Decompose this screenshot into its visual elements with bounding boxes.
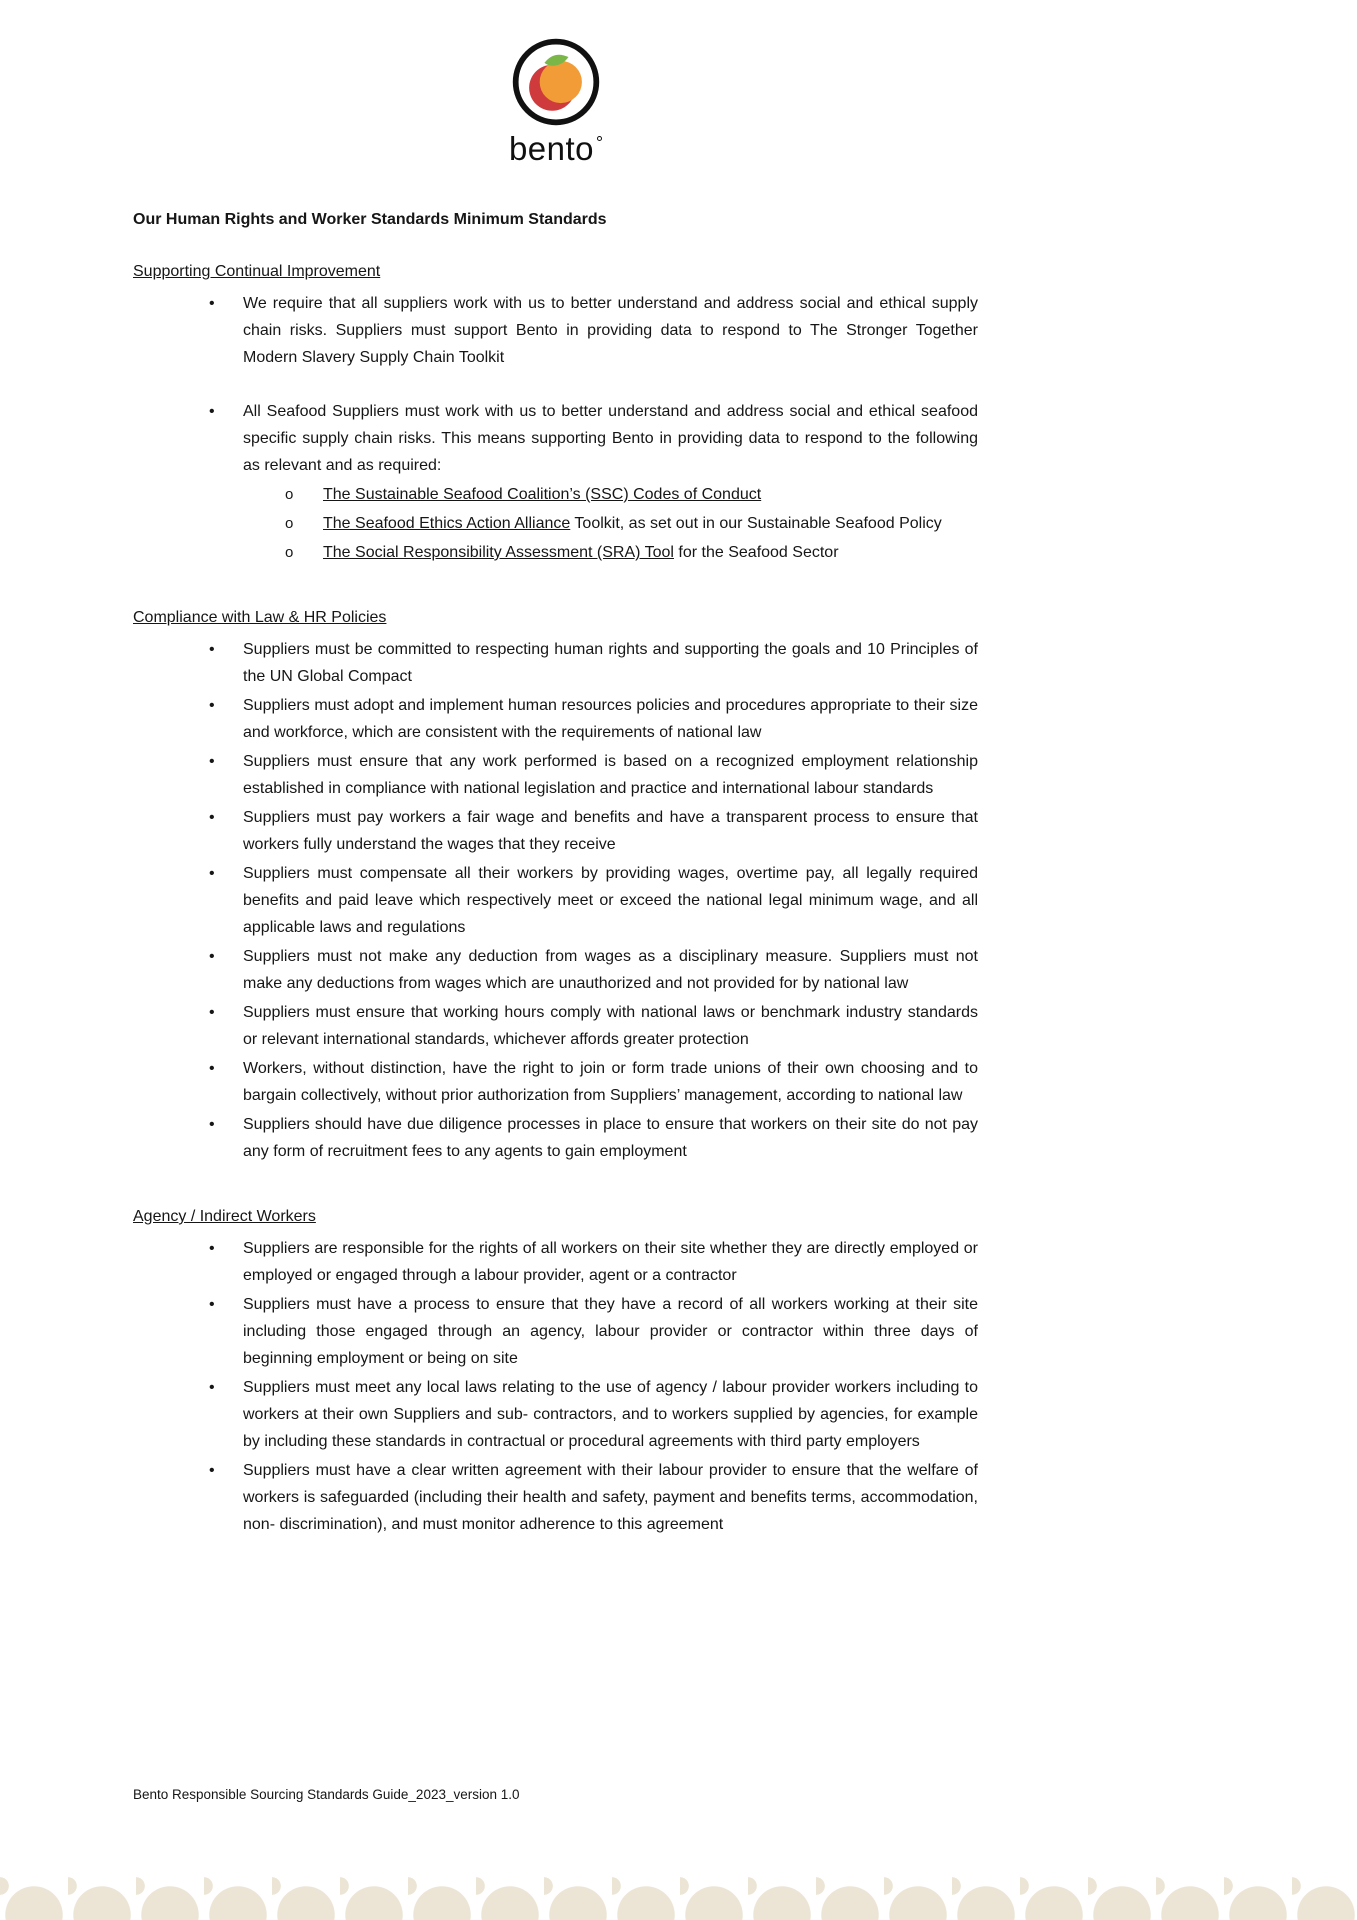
- text-run: Workers, without distinction, have the right to join or form trade unions of their own choosing and to bargain collectively, without prior authorization from Suppliers’ management, according to national law: [243, 1060, 978, 1104]
- bullet-item: [133, 539, 978, 566]
- scallop-border-decoration: [0, 1840, 1357, 1920]
- bullet-text: [323, 539, 978, 566]
- bullet-marker: •: [209, 1296, 215, 1313]
- document-body: [133, 34, 978, 1540]
- bullet-marker: •: [209, 641, 215, 658]
- text-run: Suppliers must compensate all their workers by providing wages, overtime pay, all legally required benefits and paid leave which respectively meet or exceed the national legal minimum wage, and all applicable laws and regulations: [243, 865, 978, 936]
- text-run: Suppliers must have a process to ensure that they have a record of all workers working at their site including those engaged through an agency, labour provider or contractor within three days of beginning employment or being on site: [243, 1296, 978, 1367]
- bullet-marker: •: [209, 948, 215, 965]
- page-title: Our Human Rights and Worker Standards Minimum Standards: [133, 211, 607, 228]
- bullet-item: [133, 290, 978, 371]
- bullet-item: [133, 636, 978, 690]
- bullet-marker: •: [209, 809, 215, 826]
- bullet-item: [133, 943, 978, 997]
- bullet-text: [243, 748, 978, 802]
- bullet-list: [133, 290, 978, 566]
- document-footer: Bento Responsible Sourcing Standards Guide_2023_version 1.0: [133, 1787, 520, 1802]
- document-link[interactable]: The Sustainable Seafood Coalition’s (SSC) Codes of Conduct: [323, 486, 762, 503]
- bullet-text: [243, 1111, 978, 1165]
- text-run: Suppliers must ensure that working hours comply with national laws or benchmark industry standards or relevant international standards, whichever affords greater protection: [243, 1004, 978, 1048]
- bullet-item: [133, 1291, 978, 1372]
- bullet-item: [133, 1111, 978, 1165]
- document-link[interactable]: The Social Responsibility Assessment (SRA) Tool: [323, 544, 674, 561]
- bullet-marker: •: [209, 1462, 215, 1479]
- section: [133, 604, 978, 1165]
- bullet-item: [133, 692, 978, 746]
- bullet-marker: •: [209, 1379, 215, 1396]
- bullet-item: [133, 510, 978, 537]
- bullet-text: [243, 804, 978, 858]
- bullet-text: [243, 943, 978, 997]
- logo-block: [133, 34, 978, 166]
- bullet-text: [243, 636, 978, 690]
- bullet-item: [133, 804, 978, 858]
- text-run: Suppliers must pay workers a fair wage and benefits and have a transparent process to ensure that workers fully understand the wages that they receive: [243, 809, 978, 853]
- bullet-marker: •: [209, 1004, 215, 1021]
- bullet-text: [323, 510, 978, 537]
- text-run: Suppliers should have due diligence processes in place to ensure that workers on their site do not pay any form of recruitment fees to any agents to gain employment: [243, 1116, 978, 1160]
- bullet-item: [133, 748, 978, 802]
- section-heading: Supporting Continual Improvement: [133, 263, 381, 280]
- text-run: Suppliers must ensure that any work performed is based on a recognized employment relationship established in compliance with national legislation and practice and international labour standards: [243, 753, 978, 797]
- bullet-text: [243, 1457, 978, 1538]
- bullet-text: [243, 290, 978, 371]
- bullet-marker: •: [209, 865, 215, 882]
- text-run: Suppliers must not make any deduction from wages as a disciplinary measure. Suppliers must not make any deductions from wages which are unauthorized and not provided for by national law: [243, 948, 978, 992]
- bullet-text: [243, 1374, 978, 1455]
- text-run: Suppliers must adopt and implement human resources policies and procedures appropriate to their size and workforce, which are consistent with the requirements of national law: [243, 697, 978, 741]
- text-run: Suppliers must meet any local laws relating to the use of agency / labour provider workers including to workers at their own Suppliers and sub- contractors, and to workers supplied by agencies, for example by including these standards in contractual or procedural agreements with third party employers: [243, 1379, 978, 1450]
- logo-orange-blob: [539, 61, 581, 103]
- text-run: for the Seafood Sector: [673, 544, 839, 561]
- text-run: We require that all suppliers work with us to better understand and address social and ethical supply chain risks. Suppliers must support Bento in providing data to respond to The Stronger Together Modern Slavery Supply Chain Toolkit: [243, 295, 978, 366]
- bullet-list: [133, 1235, 978, 1538]
- bullet-marker: •: [209, 295, 215, 312]
- bullet-item: [133, 1457, 978, 1538]
- bullet-marker: •: [209, 403, 215, 420]
- bento-wordmark: [509, 132, 602, 166]
- bullet-list: [133, 636, 978, 1165]
- bullet-text: [323, 481, 978, 508]
- sub-bullet-marker: o: [285, 544, 294, 561]
- bullet-item: [133, 398, 978, 479]
- bullet-text: [243, 1055, 978, 1109]
- bullet-text: [243, 1291, 978, 1372]
- bullet-marker: •: [209, 1060, 215, 1077]
- bullet-item: [133, 999, 978, 1053]
- section: [133, 258, 978, 566]
- text-run: Suppliers are responsible for the rights of all workers on their site whether they are directly employed or employed or engaged through a labour provider, agent or a contractor: [243, 1240, 978, 1284]
- sub-bullet-marker: o: [285, 515, 294, 532]
- section: [133, 1203, 978, 1538]
- document-link[interactable]: The Seafood Ethics Action Alliance: [323, 515, 571, 532]
- bullet-text: [243, 398, 978, 479]
- bullet-marker: •: [209, 1116, 215, 1133]
- bullet-text: [243, 999, 978, 1053]
- bento-wordmark-text: bento: [508, 130, 595, 167]
- bullet-marker: •: [209, 697, 215, 714]
- text-run: Suppliers must have a clear written agreement with their labour provider to ensure that the welfare of workers is safeguarded (including their health and safety, payment and benefits terms, accommodation, non- discrimination), and must monitor adherence to this agreement: [243, 1462, 978, 1533]
- section-heading: Compliance with Law & HR Policies: [133, 609, 387, 626]
- section-heading: Agency / Indirect Workers: [133, 1208, 316, 1225]
- bullet-item: [133, 481, 978, 508]
- bullet-item: [133, 1374, 978, 1455]
- bullet-text: [243, 860, 978, 941]
- bullet-item: [133, 1235, 978, 1289]
- bullet-item: [133, 1055, 978, 1109]
- text-run: Toolkit, as set out in our Sustainable Seafood Policy: [570, 515, 942, 532]
- sections: [133, 258, 978, 1538]
- bullet-text: [243, 1235, 978, 1289]
- trademark-icon: [597, 136, 602, 141]
- bullet-marker: •: [209, 1240, 215, 1257]
- text-run: Suppliers must be committed to respecting human rights and supporting the goals and 10 Principles of the UN Global Compact: [243, 641, 978, 685]
- sub-bullet-marker: o: [285, 486, 294, 503]
- bullet-text: [243, 692, 978, 746]
- bullet-marker: •: [209, 753, 215, 770]
- bento-logo-icon: [508, 34, 604, 130]
- bullet-item: [133, 860, 978, 941]
- text-run: All Seafood Suppliers must work with us to better understand and address social and ethical seafood specific supply chain risks. This means supporting Bento in providing data to respond to the following as relevant and as required:: [243, 403, 978, 474]
